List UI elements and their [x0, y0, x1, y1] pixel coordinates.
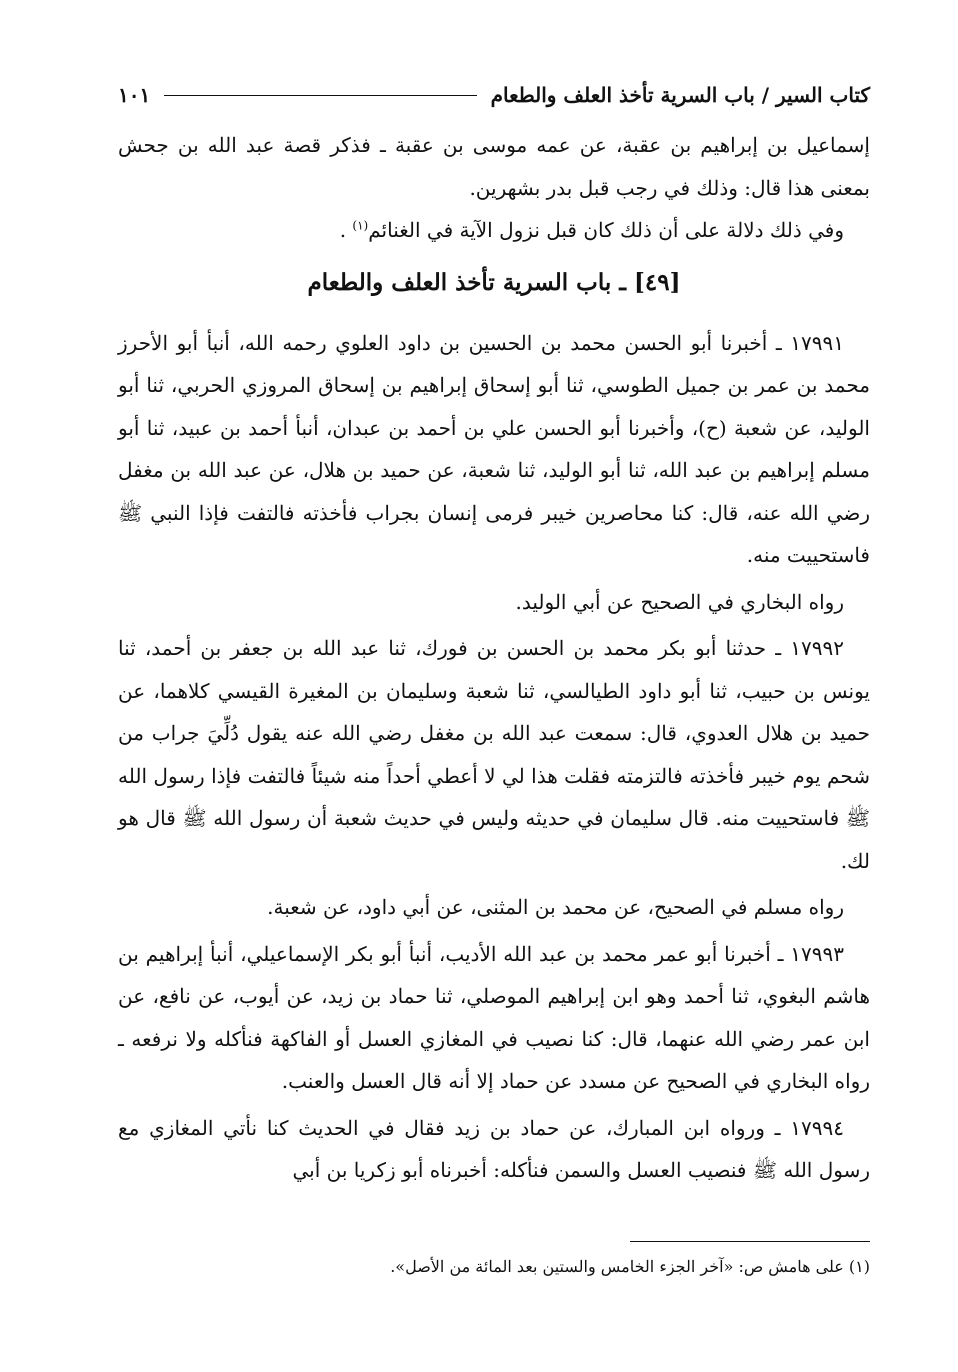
narration-note-bukhari: رواه البخاري في الصحيح عن أبي الوليد.: [515, 589, 844, 614]
running-header: [118, 78, 870, 112]
paragraph-note: [118, 209, 870, 252]
footnote: (١) على هامش ص: «آخر الجزء الخامس والستين بعد المائة من الأصل».: [390, 1257, 870, 1276]
hadith-17994: ١٧٩٩٤ ـ ورواه ابن المبارك، عن حماد بن زيد فقال في الحديث كنا نأتي المغازي مع رسول الله ﷺ فنصيب العسل والسمن فنأكله: أخبرناه أبو زكريا بن أبي: [118, 1115, 870, 1182]
narration-note-muslim: رواه مسلم في الصحيح، عن محمد بن المثنى، عن أبي داود، عن شعبة.: [267, 895, 844, 919]
header-rule: [164, 95, 476, 96]
page-body: [118, 124, 870, 1192]
page-number: ١٠١: [118, 83, 151, 107]
hadith-17992: ١٧٩٩٢ ـ حدثنا أبو بكر محمد بن الحسن بن فورك، ثنا عبد الله بن جعفر بن أحمد، ثنا يونس بن حبيب، ثنا أبو داود الطيالسي، ثنا شعبة وسليمان بن المغيرة القيسي كلاهما، عن حميد بن هلال العدوي، قال: سمعت عبد الله بن مغفل رضي الله عنه يقول دُلِّيَ جراب من شحم يوم خيبر فأخذته فالتزمته فقلت هذا لي لا أعطي أحداً منه شيئاً فالتفت فإذا رسول الله ﷺ فاستحييت منه. قال سليمان في حديثه وليس في حديث شعبة أن رسول الله ﷺ قال هو لك.: [118, 636, 870, 873]
hadith-17993: ١٧٩٩٣ ـ أخبرنا أبو عمر محمد بن عبد الله الأديب، أنبأ أبو بكر الإسماعيلي، أنبأ إبراهيم بن هاشم البغوي، ثنا أحمد وهو ابن إبراهيم الموصلي، ثنا حماد بن زيد، عن أيوب، عن نافع، عن ابن عمر رضي الله عنهما، قال: كنا نصيب في المغازي العسل أو الفاكهة فنأكله ولا نرفعه ـ رواه البخاري في الصحيح عن مسدد عن حماد إلا أنه قال العسل والعنب.: [118, 941, 870, 1093]
footnote-reference: (١): [352, 218, 369, 233]
footnote-divider: [630, 1241, 870, 1242]
hadith-17991: ١٧٩٩١ ـ أخبرنا أبو الحسن محمد بن الحسين بن داود العلوي رحمه الله، أنبأ أبو الأحرز محمد بن عمر بن جميل الطوسي، ثنا أبو إسحاق إبراهيم بن إسحاق المروزي الحربي، ثنا أبو الوليد، عن شعبة (ح)، وأخبرنا أبو الحسن علي بن أحمد بن عبدان، أنبأ أحمد بن عبيد، ثنا أبو مسلم إبراهيم بن عبد الله، ثنا أبو الوليد، ثنا شعبة، عن حميد بن هلال، عن عبد الله بن مغفل رضي الله عنه، قال: كنا محاصرين خيبر فرمى إنسان بجراب فأخذته فالتفت فإذا النبي ﷺ فاستحييت منه.: [118, 330, 870, 567]
section-heading: [٤٩] ـ باب السرية تأخذ العلف والطعام: [307, 268, 681, 296]
header-title: كتاب السير / باب السرية تأخذ العلف والطعام: [490, 83, 870, 107]
footnote-reference-suffix: .: [339, 218, 347, 242]
paragraph-note-text: وفي ذلك دلالة على أن ذلك كان قبل نزول الآية في الغنائم: [368, 218, 844, 242]
paragraph-continuation: إسماعيل بن إبراهيم بن عقبة، عن عمه موسى بن عقبة ـ فذكر قصة عبد الله بن جحش بمعنى هذا قال: وذلك في رجب قبل بدر بشهرين.: [118, 133, 870, 200]
